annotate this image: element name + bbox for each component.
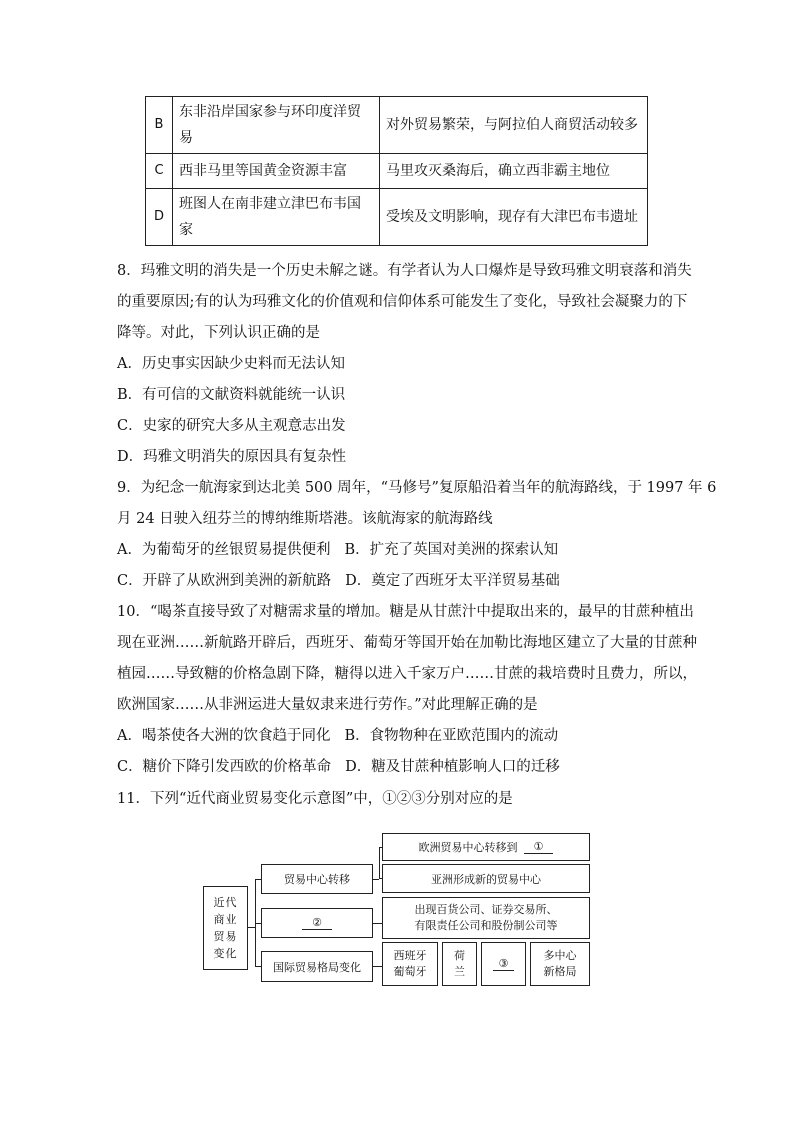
connector-line (373, 879, 379, 880)
question-stem-line: 8．玛雅文明的消失是一个历史未解之谜。有学者认为人口爆炸是导致玛雅文明衰落和消失 (117, 263, 692, 279)
question-stem-line: 降等。对此，下列认识正确的是 (117, 325, 320, 341)
option-b: B．食物物种在亚欧范围内的流动 (344, 728, 559, 744)
institutions-line-2: 有限责任公司和股份制公司等 (414, 919, 558, 932)
blank-3-label: ③ (493, 957, 515, 971)
item-europe-center-shift (382, 833, 590, 861)
branch-international-pattern: 国际贸易格局变化 (261, 951, 373, 982)
row-letter: D (146, 189, 173, 246)
connector-line (379, 847, 380, 878)
pattern-multi-center (530, 942, 590, 986)
row-left-cell: 班图人在南非建立津巴布韦国家 (173, 189, 380, 246)
option-d: D．糖及甘蔗种植影响人口的迁移 (345, 759, 560, 775)
row-right-cell: 对外贸易繁荣，与阿拉伯人商贸活动较多 (380, 97, 648, 154)
blank-1-label: ① (524, 840, 554, 854)
pattern-multi-2: 新格局 (543, 965, 577, 978)
pattern-spain-portugal (382, 942, 438, 986)
connector-line (373, 966, 382, 967)
pattern-spain: 西班牙 (393, 949, 427, 962)
option-c: C．史家的研究大多从主观意志出发 (117, 418, 346, 434)
row-left-cell: 东非沿岸国家参与环印度洋贸易 (173, 97, 380, 154)
option-b: B．扩充了英国对美洲的探索认知 (344, 542, 559, 558)
question-stem-line: 9．为纪念一航海家到达北美 500 周年，“马修号”复原船沿着当年的航海路线，于 1997 年 6 (117, 480, 717, 496)
row-right-cell: 马里攻灭桑海后，确立西非霸主地位 (380, 154, 648, 189)
option-d: D．玛雅文明消失的原因具有复杂性 (117, 449, 347, 465)
row-left-cell: 西非马里等国黄金资源丰富 (173, 154, 380, 189)
option-d: D．奠定了西班牙太平洋贸易基础 (345, 573, 560, 589)
pattern-netherlands-2: 兰 (454, 965, 465, 978)
blank-2-label: ② (302, 916, 332, 930)
option-c: C．开辟了从欧洲到美洲的新航路 (117, 573, 332, 589)
question-stem-line: 现在亚洲……新航路开辟后，西班牙、葡萄牙等国开始在加勒比海地区建立了大量的甘蔗种 (117, 635, 697, 651)
item-new-institutions (382, 897, 590, 939)
option-c: C．糖价下降引发西欧的价格革命 (117, 759, 332, 775)
connector-line (248, 927, 255, 928)
option-a: A．为葡萄牙的丝银贸易提供便利 (117, 542, 331, 558)
item-asia-new-center: 亚洲形成新的贸易中心 (382, 864, 590, 893)
row-right-cell: 受埃及文明影响，现存有大津巴布韦遗址 (380, 189, 648, 246)
item-europe-text: 欧洲贸易中心转移到 (418, 841, 518, 854)
option-a: A．喝茶使各大洲的饮食趋于同化 (117, 728, 331, 744)
question-stem-line: 月 24 日驶入纽芬兰的博纳维斯塔港。该航海家的航海路线 (117, 511, 493, 527)
pattern-netherlands (442, 942, 477, 986)
pattern-multi-1: 多中心 (543, 949, 577, 962)
institutions-line-1: 出现百货公司、证券交易所、 (414, 903, 558, 916)
diagram-root-box: 近代商业贸易变化 (203, 886, 248, 970)
pattern-netherlands-1: 荷 (454, 949, 465, 962)
question-stem-line: 10．“喝茶直接导致了对糖需求量的增加。糖是从甘蔗汁中提取出来的，最早的甘蔗种植出 (117, 604, 694, 620)
connector-line (373, 923, 382, 924)
question-stem-line: 植园……导致糖的价格急剧下降，糖得以进入千家万户……甘蔗的栽培费时且费力，所以， (117, 666, 697, 682)
branch-blank-2 (261, 908, 373, 938)
branch-trade-center-shift: 贸易中心转移 (261, 864, 373, 894)
question-stem-line: 的重要原因;有的认为玛雅文化的价值观和信仰体系可能发生了变化，导致社会凝聚力的下 (117, 294, 688, 310)
option-a: A．历史事实因缺少史料而无法认知 (117, 356, 345, 372)
pattern-portugal: 葡萄牙 (393, 965, 427, 978)
question-stem-line: 欧洲国家……从非洲运进大量奴隶来进行劳作。”对此理解正确的是 (117, 697, 538, 713)
row-letter: B (146, 97, 173, 154)
question-stem-line: 11．下列“近代商业贸易变化示意图”中，①②③分别对应的是 (117, 791, 513, 807)
row-letter: C (146, 154, 173, 189)
option-b: B．有可信的文献资料就能统一认识 (117, 387, 346, 403)
pattern-blank-3 (481, 942, 526, 986)
